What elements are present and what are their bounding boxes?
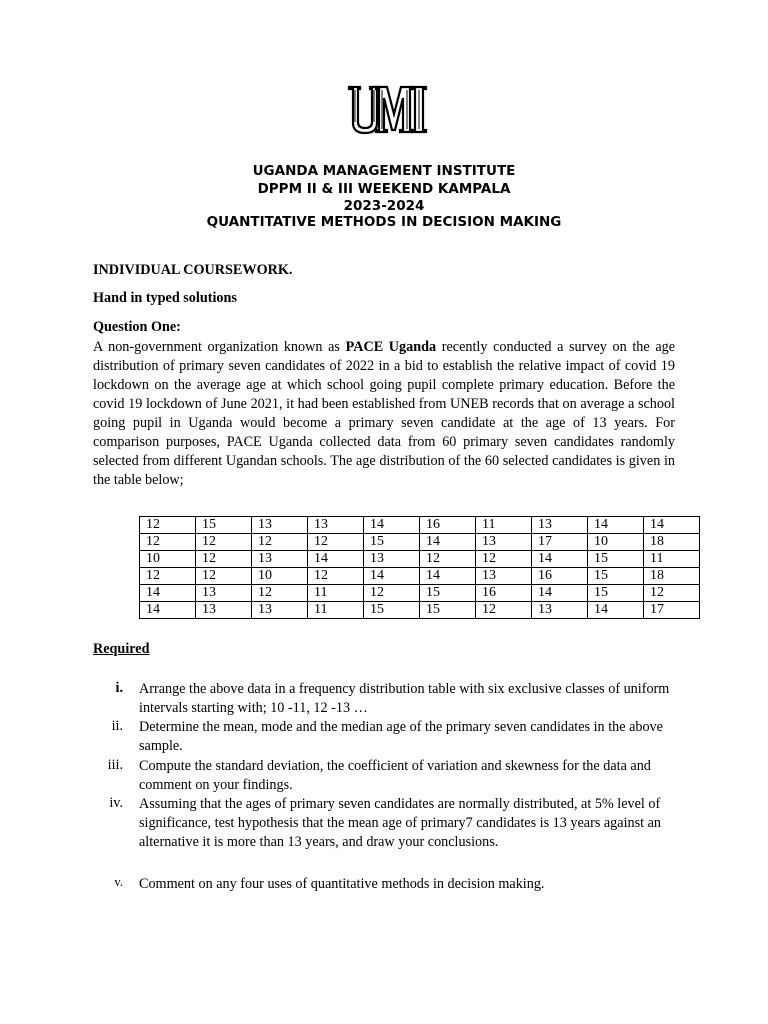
table-cell: 13 xyxy=(196,585,252,602)
table-cell: 18 xyxy=(644,534,700,551)
table-cell: 15 xyxy=(588,568,644,585)
item-number: i. xyxy=(115,680,123,696)
table-cell: 13 xyxy=(252,602,308,619)
question-one-intro xyxy=(93,338,675,490)
item-text: Arrange the above data in a frequency distribution table with six exclusive classes of uniform intervals starting with; 10 -11, 12 -13 … xyxy=(139,681,670,716)
table-cell: 12 xyxy=(644,585,700,602)
table-cell: 12 xyxy=(420,551,476,568)
table-row xyxy=(140,568,700,585)
table-cell: 11 xyxy=(476,517,532,534)
table-cell: 12 xyxy=(308,568,364,585)
table-cell: 14 xyxy=(588,602,644,619)
table-cell: 17 xyxy=(532,534,588,551)
table-cell: 15 xyxy=(364,534,420,551)
table-row xyxy=(140,551,700,568)
umi-logo xyxy=(346,84,428,136)
table-cell: 13 xyxy=(364,551,420,568)
table-row xyxy=(140,517,700,534)
table-cell: 11 xyxy=(308,602,364,619)
table-cell: 11 xyxy=(308,585,364,602)
table-cell: 18 xyxy=(644,568,700,585)
table-cell: 15 xyxy=(420,585,476,602)
table-cell: 12 xyxy=(196,534,252,551)
table-cell: 16 xyxy=(420,517,476,534)
question-one-label: Question One: xyxy=(93,319,181,335)
table-cell: 16 xyxy=(476,585,532,602)
table-cell: 15 xyxy=(196,517,252,534)
intro-before: A non-government organization known as xyxy=(93,339,346,355)
table-cell: 13 xyxy=(252,551,308,568)
table-cell: 16 xyxy=(532,568,588,585)
table-cell: 10 xyxy=(588,534,644,551)
table-cell: 13 xyxy=(196,602,252,619)
item-number: ii. xyxy=(111,718,123,734)
table-cell: 17 xyxy=(644,602,700,619)
table-cell: 13 xyxy=(308,517,364,534)
table-cell: 14 xyxy=(140,602,196,619)
required-heading: Required xyxy=(93,641,150,657)
item-text: Compute the standard deviation, the coefficient of variation and skewness for the data and comment on your findings. xyxy=(139,758,651,793)
program-name: DPPM II & III WEEKEND KAMPALA xyxy=(257,181,511,197)
item-text: Assuming that the ages of primary seven candidates are normally distributed, at 5% level of significance, test hypothesis that the mean age of primary7 candidates is 13 years against an alternative it is more than 13 years, and draw your conclusions. xyxy=(139,796,662,850)
age-distribution-table xyxy=(139,516,700,619)
table-cell: 13 xyxy=(252,517,308,534)
table-cell: 12 xyxy=(476,602,532,619)
table-cell: 14 xyxy=(532,585,588,602)
course-title: QUANTITATIVE METHODS IN DECISION MAKING xyxy=(206,214,562,230)
table-cell: 12 xyxy=(140,568,196,585)
table-cell: 12 xyxy=(252,534,308,551)
table-cell: 14 xyxy=(140,585,196,602)
institute-name: UGANDA MANAGEMENT INSTITUTE xyxy=(252,163,516,179)
table-cell: 12 xyxy=(196,568,252,585)
table-cell: 12 xyxy=(308,534,364,551)
table-cell: 11 xyxy=(644,551,700,568)
table-cell: 13 xyxy=(532,517,588,534)
table-cell: 13 xyxy=(532,602,588,619)
table-cell: 15 xyxy=(420,602,476,619)
table-cell: 12 xyxy=(476,551,532,568)
table-cell: 15 xyxy=(588,585,644,602)
table-cell: 14 xyxy=(644,517,700,534)
table-cell: 12 xyxy=(140,534,196,551)
academic-year: 2023-2024 xyxy=(343,198,425,214)
table-cell: 13 xyxy=(476,568,532,585)
coursework-instruction: Hand in typed solutions xyxy=(93,290,237,306)
table-cell: 15 xyxy=(588,551,644,568)
table-cell: 14 xyxy=(532,551,588,568)
table-row xyxy=(140,585,700,602)
table-cell: 12 xyxy=(140,517,196,534)
item-text: Determine the mean, mode and the median age of the primary seven candidates in the above sample. xyxy=(139,719,663,754)
table-cell: 14 xyxy=(420,534,476,551)
table-row xyxy=(140,602,700,619)
table-cell: 12 xyxy=(364,585,420,602)
table-cell: 10 xyxy=(140,551,196,568)
table-cell: 15 xyxy=(364,602,420,619)
table-cell: 14 xyxy=(420,568,476,585)
table-row xyxy=(140,534,700,551)
org-name: PACE Uganda xyxy=(345,339,437,355)
table-cell: 13 xyxy=(476,534,532,551)
coursework-title: INDIVIDUAL COURSEWORK. xyxy=(93,262,293,278)
intro-after: recently conducted a survey on the age distribution of primary seven candidates of 2022 in a bid to establish the relative impact of covid 19 lockdown on the average age at which school going pupil complete primary education. Before the covid 19 lockdown of June 2021, it had been established from UNEB records that on average a school going pupil in Uganda would become a primary seven candidate at the age of 13 years. For comparison purposes, PACE Uganda collected data from 60 primary seven candidates randomly selected from different Ugandan schools. The age distribution of the 60 selected candidates is given in the table below; xyxy=(93,339,676,488)
table-cell: 14 xyxy=(588,517,644,534)
table-cell: 12 xyxy=(252,585,308,602)
table-cell: 12 xyxy=(196,551,252,568)
table-cell: 14 xyxy=(364,517,420,534)
item-number: iv. xyxy=(109,795,123,811)
item-text: Comment on any four uses of quantitative methods in decision making. xyxy=(139,876,545,892)
item-number: iii. xyxy=(107,757,123,773)
table-cell: 14 xyxy=(364,568,420,585)
table-cell: 10 xyxy=(252,568,308,585)
item-number: v. xyxy=(114,875,123,889)
table-cell: 14 xyxy=(308,551,364,568)
